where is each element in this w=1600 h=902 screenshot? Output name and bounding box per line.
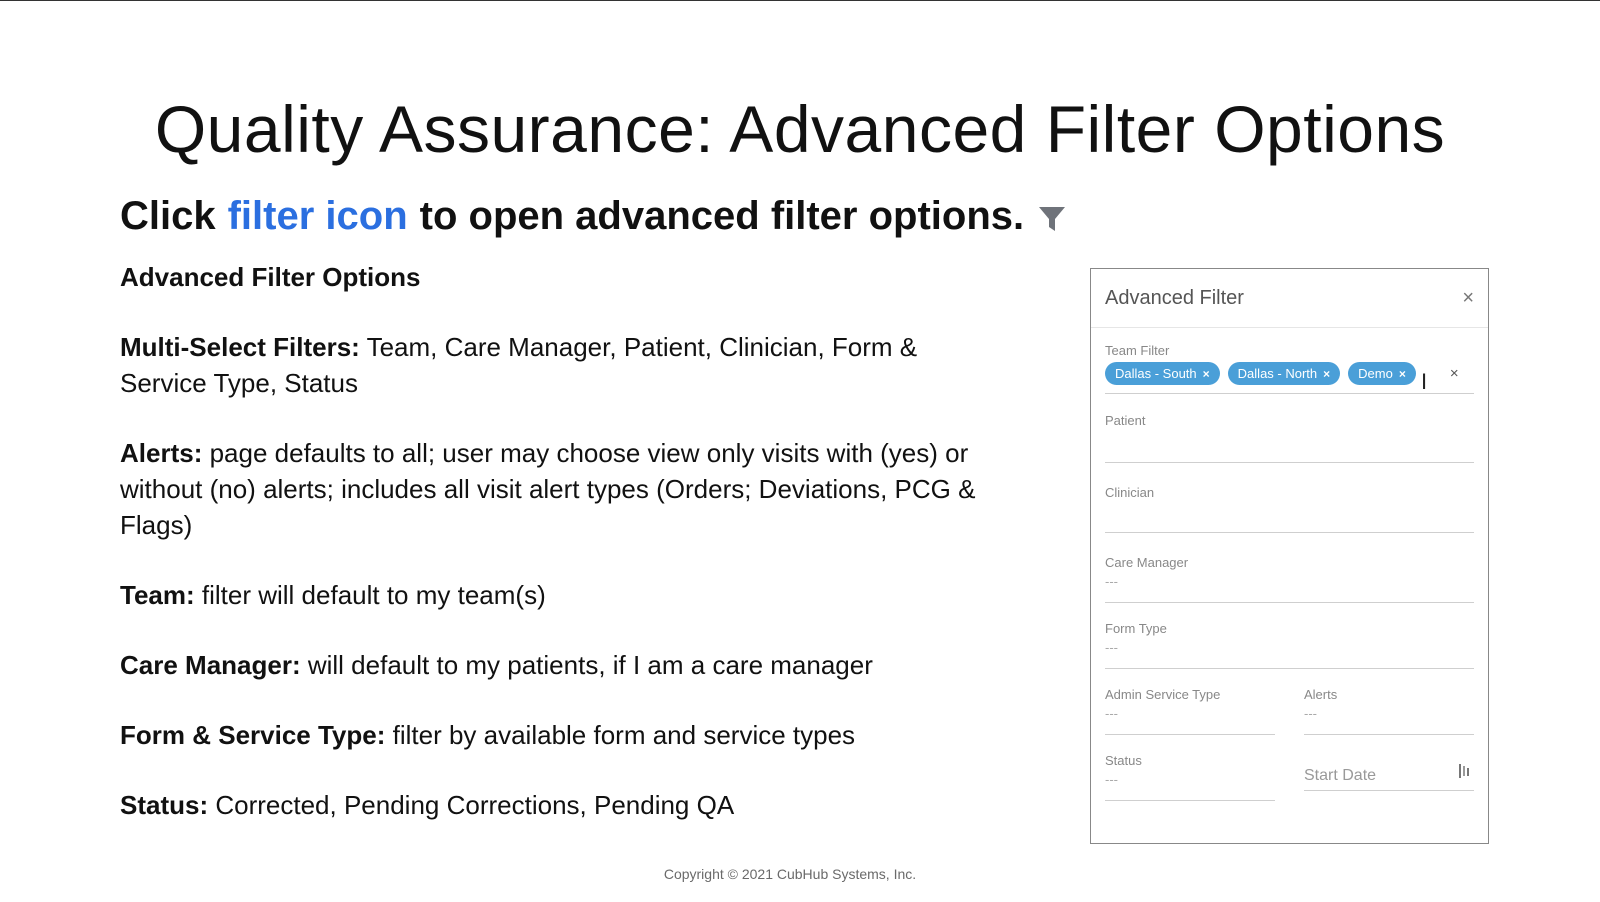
start-date-field[interactable] xyxy=(1304,761,1474,791)
description-text: filter will default to my team(s) xyxy=(194,580,546,610)
funnel-icon[interactable] xyxy=(1038,197,1066,242)
description-item xyxy=(120,787,1000,823)
description-item xyxy=(120,717,1000,753)
description-text: page defaults to all; user may choose view only visits with (yes) or without (no) alerts; includes all visit alert types (Orders; Deviations, PCG & Flags) xyxy=(120,438,976,540)
patient-field[interactable] xyxy=(1105,413,1474,463)
description-item xyxy=(120,435,1000,543)
patient-label: Patient xyxy=(1105,413,1146,428)
subtitle-suffix: to open advanced filter options. xyxy=(419,194,1025,238)
care-manager-label: Care Manager xyxy=(1105,555,1189,570)
team-chip[interactable] xyxy=(1348,362,1416,385)
description-item xyxy=(120,577,1000,613)
form-type-field[interactable] xyxy=(1105,621,1474,669)
description-text: will default to my patients, if I am a care manager xyxy=(300,650,873,680)
team-chip-label: Dallas - South xyxy=(1115,366,1197,381)
clinician-input[interactable] xyxy=(1105,500,1474,533)
description-label: Form & Service Type: xyxy=(120,720,386,750)
form-type-label: Form Type xyxy=(1105,621,1167,636)
clinician-field[interactable] xyxy=(1105,485,1474,533)
admin-service-type-label: Admin Service Type xyxy=(1105,687,1221,702)
team-chip[interactable] xyxy=(1228,362,1340,385)
calendar-icon[interactable] xyxy=(1458,763,1470,784)
text-cursor-icon: I xyxy=(1421,369,1428,394)
team-chip[interactable] xyxy=(1105,362,1220,385)
alerts-select[interactable]: --- xyxy=(1304,702,1474,735)
status-field[interactable] xyxy=(1105,753,1275,801)
description-label: Status: xyxy=(120,790,209,820)
clear-all-icon[interactable]: × xyxy=(1449,365,1459,382)
team-filter-chips[interactable] xyxy=(1105,362,1474,394)
patient-input[interactable] xyxy=(1105,428,1474,463)
alerts-label: Alerts xyxy=(1304,687,1338,702)
dialog-title: Advanced Filter xyxy=(1105,286,1244,309)
team-chip-label: Dallas - North xyxy=(1237,366,1318,381)
content-heading: Advanced Filter Options xyxy=(120,262,421,292)
description-item xyxy=(120,329,1000,401)
description-label: Care Manager: xyxy=(120,650,301,680)
team-chip-label: Demo xyxy=(1358,366,1393,381)
chip-remove-icon[interactable]: × xyxy=(1398,366,1406,381)
alerts-field[interactable] xyxy=(1304,687,1474,735)
admin-service-type-select[interactable]: --- xyxy=(1105,702,1275,735)
description-text: Team, Care Manager, Patient, Clinician, Form & Service Type, Status xyxy=(120,332,918,398)
filter-options-description xyxy=(120,259,1000,857)
form-type-select[interactable]: --- xyxy=(1105,636,1474,669)
team-filter-label: Team Filter xyxy=(1105,343,1170,358)
description-label: Alerts: xyxy=(120,438,203,468)
dialog-header xyxy=(1091,269,1488,328)
description-label: Team: xyxy=(120,580,195,610)
status-label: Status xyxy=(1105,753,1142,768)
page-title: Quality Assurance: Advanced Filter Options xyxy=(154,92,1446,166)
description-text: filter by available form and service types xyxy=(385,720,856,750)
copyright-footer: Copyright © 2021 CubHub Systems, Inc. xyxy=(663,866,917,882)
chip-remove-icon[interactable]: × xyxy=(1202,366,1210,381)
advanced-filter-dialog xyxy=(1090,268,1489,844)
description-text: Corrected, Pending Corrections, Pending QA xyxy=(208,790,735,820)
chip-remove-icon[interactable]: × xyxy=(1323,366,1331,381)
subtitle-prefix: Click xyxy=(120,194,216,238)
team-filter-field[interactable] xyxy=(1105,343,1474,394)
clinician-label: Clinician xyxy=(1105,485,1155,500)
care-manager-select[interactable]: --- xyxy=(1105,570,1474,603)
subtitle xyxy=(120,191,1066,242)
start-date-input[interactable] xyxy=(1304,761,1474,791)
subtitle-accent: filter icon xyxy=(227,194,408,238)
description-label: Multi-Select Filters: xyxy=(120,332,360,362)
care-manager-field[interactable] xyxy=(1105,555,1474,603)
status-select[interactable]: --- xyxy=(1105,768,1275,801)
close-icon[interactable]: × xyxy=(1462,286,1474,309)
description-item xyxy=(120,647,1000,683)
start-date-placeholder: Start Date xyxy=(1304,767,1377,784)
admin-service-type-field[interactable] xyxy=(1105,687,1275,735)
